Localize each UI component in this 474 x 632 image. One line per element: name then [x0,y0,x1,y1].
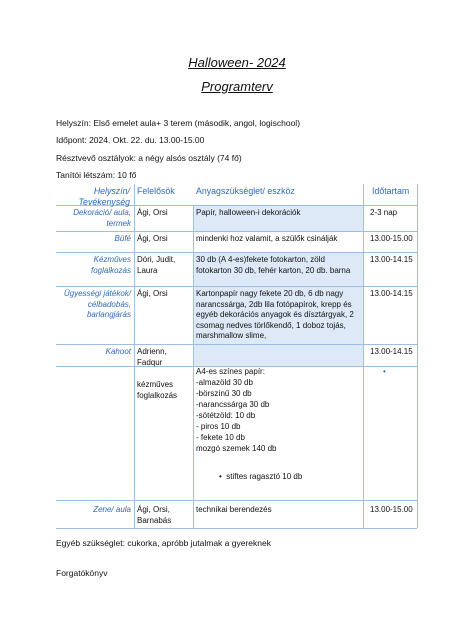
table-grid-line [56,528,417,529]
table-grid-line [417,184,418,528]
row-5-responsible: Adrienn, Fadqur [137,347,167,367]
row-1-duration: 2-3 nap [370,208,398,217]
row-6-duration: • [383,367,386,376]
info-time: Időpont: 2024. Okt. 22. du. 13.00-15.00 [56,135,205,145]
row-4-materials: Kartonpapír nagy fekete 20 db, 6 db nagy narancssárga, 2db lila fotópapírok, krepp és egyéb dekorációs anyagok és dísztárgyak, 2 csomag nedves törlőkendő, 1 doboz tojás, marshmallow slime, [196,289,354,340]
materials-line: -narancssárga 30 db [196,400,270,409]
row-3-activity: Kézműves foglalkozás [90,255,131,275]
materials-line: -sötétzöld: 10 db [196,411,256,420]
header-activity: Helyszín/ Tevékenység [78,186,130,207]
row-6-activity [56,367,134,371]
row-1-materials: Papír, halloween-i dekorációk [196,208,301,217]
row-5-materials [193,345,363,349]
row-3-materials: 30 db (A 4-es)fekete fotokarton, zöld fotokarton 30 db, fehér karton, 20 db. barna [196,255,351,275]
row-2-responsible: Ági, Orsi [137,234,168,243]
row-7-duration: 13.00-15.00 [370,505,413,514]
materials-line: - piros 10 db [196,422,241,431]
row-5-duration: 13.00-14.15 [370,347,413,356]
document-title: Halloween- 2024 [188,55,286,70]
row-7-activity: Zene/ aula [93,505,131,514]
table-grid-line [363,184,364,528]
row-2-duration: 13.00-15.00 [370,234,413,243]
info-participants: Résztvevő osztályok: a négy alsós osztály (74 fő) [56,153,242,163]
header-responsible: Felelősök [137,186,175,196]
materials-line: mozgó szemek 140 db [196,444,277,453]
script-heading: Forgatókönyv [56,568,108,578]
row-6-responsible: kézműves foglalkozás [137,380,178,400]
other-needs-text: Egyéb szükséglet: cukorka, apróbb jutalmak a gyereknek [56,538,271,548]
row-2-activity: Büfé [114,234,131,243]
row-4-duration: 13.00-14.15 [370,289,413,298]
materials-line: -börszínű 30 db [196,389,252,398]
document-subtitle: Programterv [201,79,273,94]
header-materials: Anyagszükséglet/ eszköz [196,186,295,196]
row-1-activity: Dekoráció/ aula, termek [73,208,131,228]
materials-line: • stiftes ragasztó 10 db [219,472,303,481]
info-location: Helyszín: Első emelet aula+ 3 terem (második, angol, logischool) [56,118,301,128]
row-4-responsible: Ági, Orsi [137,289,168,298]
row-1-responsible: Ági, Orsi [137,208,168,217]
row-3-responsible: Dóri, Judit, Laura [137,255,176,275]
row-7-responsible: Ági, Orsi, Barnabás [137,505,172,525]
row-4-activity: Ügyességi játékok/ célbadobás, barlangjárás [63,289,131,319]
materials-line: A4-es színes papír: [196,367,265,376]
info-teachers: Tanítói létszám: 10 fő [56,170,137,180]
bullet-icon: • [219,472,227,481]
header-duration: Időtartam [372,186,410,196]
materials-line: -almazöld 30 db [196,378,253,387]
row-3-duration: 13.00-14.15 [370,255,413,264]
materials-line: - fekete 10 db [196,433,245,442]
row-2-materials: mindenki hoz valamit, a szülők csinálják [196,234,338,243]
row-6-materials [193,367,363,500]
row-5-activity: Kahoot [105,347,131,356]
row-7-materials: technikai berendezés [196,505,272,514]
